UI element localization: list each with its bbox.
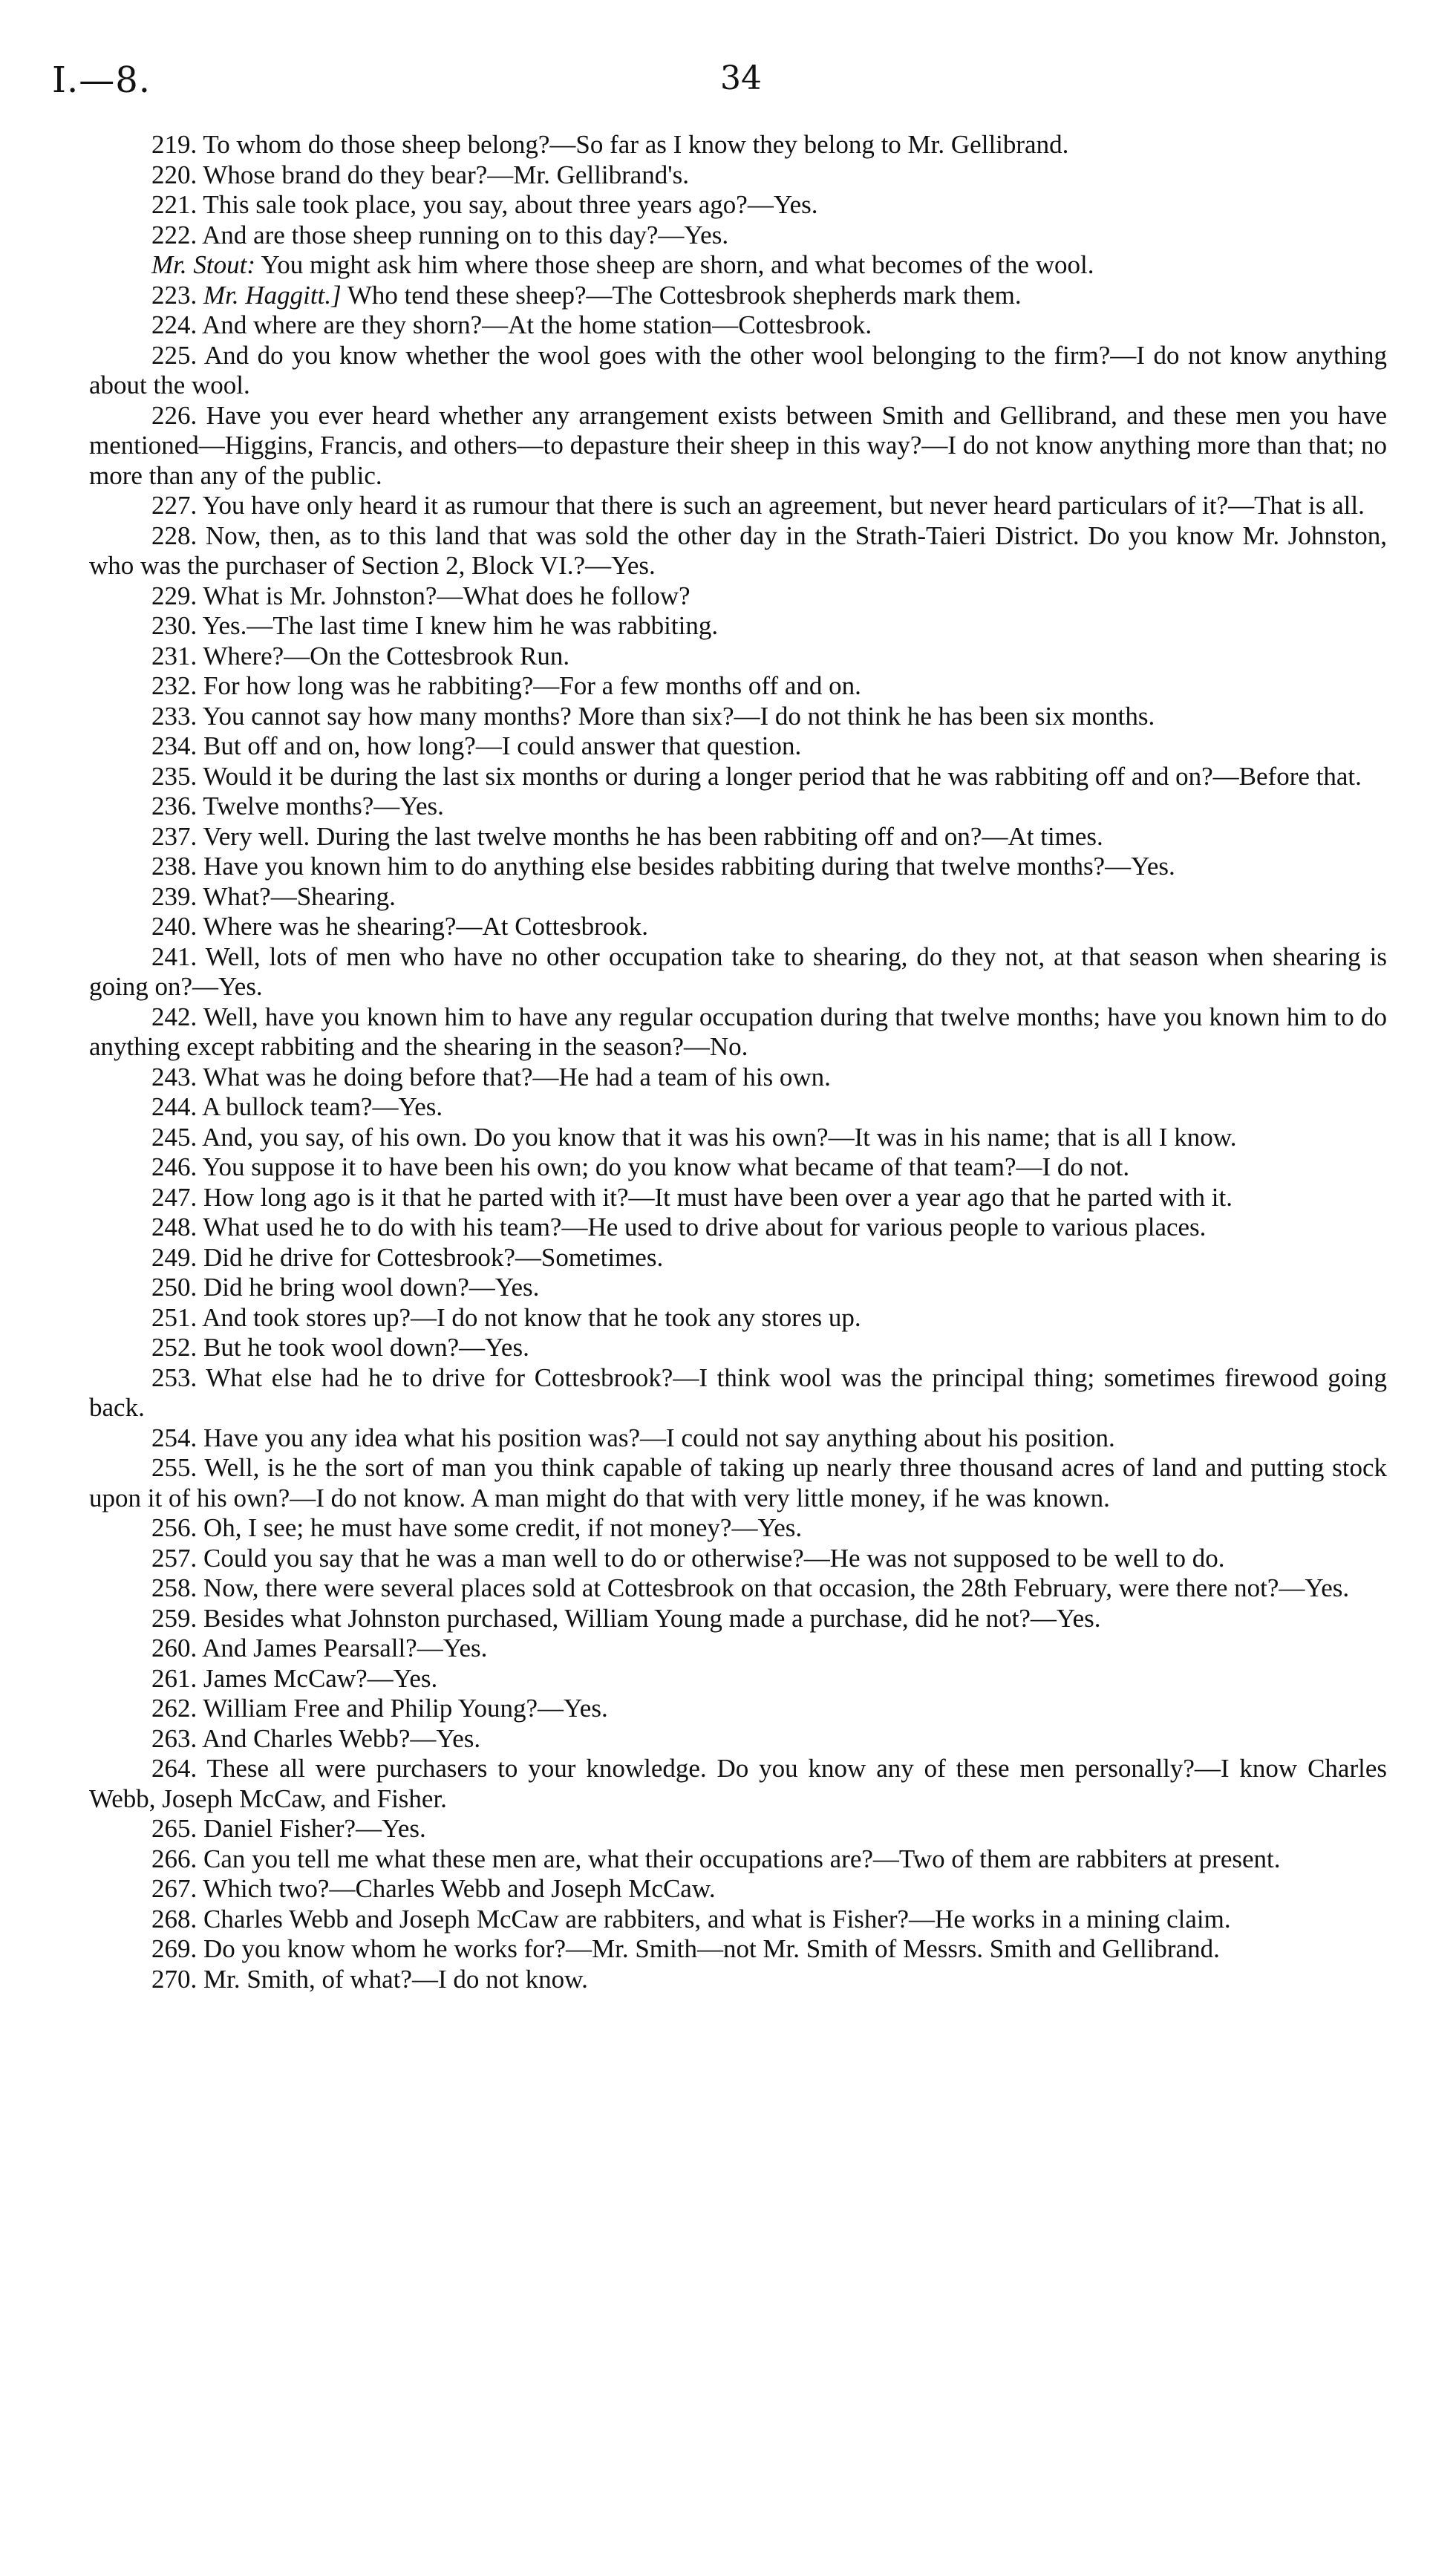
question-number: 255. [151,1453,197,1482]
question-paragraph [89,310,1387,341]
question-number: 246. [151,1152,197,1181]
question-paragraph [89,1183,1387,1213]
question-text: Well, lots of men who have no other occupation take to shearing, do they not, at that season when shearing is going on?—Yes. [89,942,1387,1001]
question-paragraph [89,1363,1387,1423]
question-paragraph [89,1634,1387,1664]
question-number: 264. [151,1754,197,1783]
question-number: 225. [151,340,197,370]
question-paragraph [89,401,1387,492]
question-number: 253. [151,1363,197,1392]
question-text: Where?—On the Cottesbrook Run. [203,641,570,670]
question-text: Charles Webb and Joseph McCaw are rabbiters, and what is Fisher?—He works in a mining claim. [203,1904,1231,1933]
question-paragraph [89,1965,1387,1995]
question-paragraph [89,1604,1387,1634]
question-text: Daniel Fisher?—Yes. [203,1814,426,1843]
question-paragraph [89,1814,1387,1844]
question-paragraph [89,611,1387,642]
question-paragraph [89,1303,1387,1334]
question-text: Have you ever heard whether any arrangement exists between Smith and Gellibrand, and these men you have mentioned—Higgins, Francis, and others—to depasture their sheep in this way?—I do not know anything more than that; no more than any of the public. [89,400,1387,490]
question-number: 226. [151,400,197,430]
question-number: 242. [151,1002,197,1031]
question-number: 238. [151,852,197,881]
question-text: For how long was he rabbiting?—For a few months off and on. [203,671,861,700]
question-number: 241. [151,942,197,971]
question-text: Which two?—Charles Webb and Joseph McCaw. [203,1874,716,1903]
question-number: 261. [151,1663,197,1693]
question-paragraph [89,882,1387,913]
question-number: 254. [151,1423,197,1452]
question-paragraph [89,942,1387,1002]
question-paragraph [89,792,1387,822]
question-paragraph [89,852,1387,882]
question-paragraph [89,1092,1387,1123]
question-paragraph [89,221,1387,251]
question-number: 230. [151,611,197,640]
question-paragraph [89,281,1387,311]
question-paragraph [89,912,1387,942]
question-text: To whom do those sheep belong?—So far as I know they belong to Mr. Gellibrand. [203,130,1069,159]
question-paragraph [89,341,1387,401]
question-number: 219. [151,130,197,159]
question-number: 260. [151,1634,197,1662]
question-number: 259. [151,1603,197,1633]
question-text: But off and on, how long?—I could answer that question. [203,731,802,760]
question-paragraph [89,1273,1387,1303]
question-number: 231. [151,641,197,670]
question-text: What else had he to drive for Cottesbrook?—I think wool was the principal thing; sometimes firewood going back. [89,1363,1387,1422]
question-text: Did he drive for Cottesbrook?—Sometimes. [203,1242,664,1272]
question-paragraph [89,160,1387,191]
question-number: 245. [151,1122,197,1152]
question-paragraph [89,250,1387,281]
question-number: 248. [151,1213,197,1241]
question-number: 240. [151,912,197,941]
question-text: But he took wool down?—Yes. [203,1333,529,1362]
question-number: 234. [151,731,197,760]
question-number: 247. [151,1182,197,1212]
question-number: 244. [151,1092,197,1121]
question-text: Now, there were several places sold at Cottesbrook on that occasion, the 28th February, were there not?—Yes. [203,1573,1350,1602]
question-number: 239. [151,881,197,911]
question-text: You cannot say how many months? More than six?—I do not think he has been six months. [202,701,1155,731]
question-text: Whose brand do they bear?—Mr. Gellibrand's. [203,160,689,189]
question-number: 221. [151,190,197,219]
question-number: 252. [151,1333,197,1362]
question-text: Besides what Johnston purchased, William Young made a purchase, did he not?—Yes. [203,1603,1101,1633]
question-paragraph [89,1694,1387,1724]
question-text: Well, have you known him to have any regular occupation during that twelve months; have you known him to do anything except rabbiting and the shearing in the season?—No. [89,1002,1387,1061]
question-paragraph [89,1002,1387,1063]
question-paragraph [89,1063,1387,1093]
question-paragraph [89,1333,1387,1363]
question-text: Do you know whom he works for?—Mr. Smith—not Mr. Smith of Messrs. Smith and Gellibrand. [203,1934,1220,1963]
question-number: 251. [151,1302,197,1332]
question-paragraph [89,1123,1387,1153]
question-text: What used he to do with his team?—He used to drive about for various people to various places. [203,1213,1207,1241]
question-number: 267. [151,1874,197,1903]
question-paragraph [89,1152,1387,1183]
question-text: Could you say that he was a man well to do or otherwise?—He was not supposed to be well to do. [203,1543,1225,1573]
question-paragraph [89,1423,1387,1454]
speaker-label: Mr. Haggitt.] [203,280,342,310]
question-paragraph [89,1664,1387,1694]
question-text: William Free and Philip Young?—Yes. [203,1694,608,1723]
question-number: 262. [151,1694,197,1723]
question-number: 266. [151,1844,197,1873]
question-number: 243. [151,1062,197,1091]
question-text: This sale took place, you say, about three years ago?—Yes. [203,190,818,219]
question-text: What?—Shearing. [203,881,396,911]
question-paragraph [89,642,1387,672]
question-paragraph [89,1213,1387,1243]
question-paragraph [89,491,1387,521]
evidence-text [89,130,1387,1994]
question-text: You might ask him where those sheep are shorn, and what becomes of the wool. [261,250,1094,279]
question-text: And, you say, of his own. Do you know that it was his own?—It was in his name; that is all I know. [202,1122,1237,1152]
question-number: 222. [151,220,197,249]
question-number: 228. [151,520,197,550]
question-text: Where was he shearing?—At Cottesbrook. [203,912,649,941]
question-text: Did he bring wool down?—Yes. [203,1273,540,1302]
question-paragraph [89,1754,1387,1814]
question-text: Have you known him to do anything else besides rabbiting during that twelve months?—Yes. [203,852,1175,881]
question-text: Who tend these sheep?—The Cottesbrook shepherds mark them. [347,280,1022,310]
question-paragraph [89,1844,1387,1875]
question-paragraph [89,581,1387,612]
question-text: Would it be during the last six months or during a longer period that he was rabbiting off and on?—Before that. [203,761,1362,791]
question-text: What is Mr. Johnston?—What does he follow? [203,581,691,610]
question-paragraph [89,762,1387,792]
question-text: Well, is he the sort of man you think capable of taking up nearly three thousand acres of land and putting stock upon it of his own?—I do not know. A man might do that with very little money, if he was known. [89,1453,1388,1512]
question-text: Yes.—The last time I knew him he was rabbiting. [202,611,719,640]
question-paragraph [89,671,1387,702]
question-number: 235. [151,761,197,791]
question-number: 270. [151,1964,197,1994]
question-text: And do you know whether the wool goes with the other wool belonging to the firm?—I do not know anything about the wool. [89,340,1387,399]
question-paragraph [89,1573,1387,1604]
question-number: 256. [151,1513,197,1542]
question-paragraph [89,1513,1387,1544]
question-number: 236. [151,792,197,820]
question-number: 237. [151,821,197,851]
question-number: 269. [151,1934,197,1963]
question-paragraph [89,130,1387,160]
question-paragraph [89,521,1387,581]
question-text: How long ago is it that he parted with it?—It must have been over a year ago that he parted with it. [203,1182,1233,1212]
question-text: Mr. Smith, of what?—I do not know. [203,1964,588,1994]
question-paragraph [89,1544,1387,1574]
question-text: Have you any idea what his position was?—I could not say anything about his position. [203,1423,1115,1452]
question-text: Can you tell me what these men are, what their occupations are?—Two of them are rabbiters at present. [203,1844,1281,1873]
question-number: 233. [151,701,197,731]
question-paragraph [89,1724,1387,1755]
question-paragraph [89,731,1387,762]
question-paragraph [89,1243,1387,1273]
question-number: 229. [151,581,197,610]
question-number: 265. [151,1814,197,1843]
speaker-label: Mr. Stout: [151,250,255,279]
question-number: 223. [151,280,197,310]
question-text: Oh, I see; he must have some credit, if not money?—Yes. [203,1513,803,1542]
question-paragraph [89,1874,1387,1905]
question-text: And James Pearsall?—Yes. [202,1634,488,1662]
question-text: You suppose it to have been his own; do you know what became of that team?—I do not. [202,1152,1130,1181]
question-number: 258. [151,1573,197,1602]
question-text: You have only heard it as rumour that there is such an agreement, but never heard particulars of it?—That is all. [202,491,1365,520]
question-number: 263. [151,1723,197,1753]
question-paragraph [89,1934,1387,1965]
question-text: And Charles Webb?—Yes. [202,1723,481,1753]
question-number: 257. [151,1543,197,1573]
question-paragraph [89,190,1387,221]
question-paragraph [89,702,1387,732]
question-number: 232. [151,671,197,700]
question-number: 249. [151,1242,197,1272]
question-paragraph [89,1905,1387,1935]
question-text: What was he doing before that?—He had a team of his own. [203,1062,831,1091]
question-text: Twelve months?—Yes. [203,792,444,820]
question-number: 268. [151,1904,197,1933]
question-paragraph [89,822,1387,852]
question-number: 224. [151,310,197,339]
question-number: 220. [151,160,197,189]
question-number: 227. [151,491,197,520]
question-text: And where are they shorn?—At the home station—Cottesbrook. [202,310,872,339]
question-text: And took stores up?—I do not know that he took any stores up. [202,1302,861,1332]
document-reference: I.—8. [52,59,151,101]
question-paragraph [89,1453,1387,1513]
question-text: And are those sheep running on to this day?—Yes. [202,220,729,249]
question-text: A bullock team?—Yes. [202,1092,443,1121]
question-number: 250. [151,1273,197,1302]
page-header [52,45,1367,104]
question-text: James McCaw?—Yes. [203,1663,438,1693]
question-text: Now, then, as to this land that was sold the other day in the Strath-Taieri District. Do you know Mr. Johnston, who was the purchaser of Section 2, Block VI.?—Yes. [89,520,1388,580]
question-text: Very well. During the last twelve months he has been rabbiting off and on?—At times. [203,821,1103,851]
page-number: 34 [720,59,762,97]
question-text: These all were purchasers to your knowledge. Do you know any of these men personally?—I know Charles Webb, Joseph McCaw, and Fisher. [89,1754,1387,1813]
